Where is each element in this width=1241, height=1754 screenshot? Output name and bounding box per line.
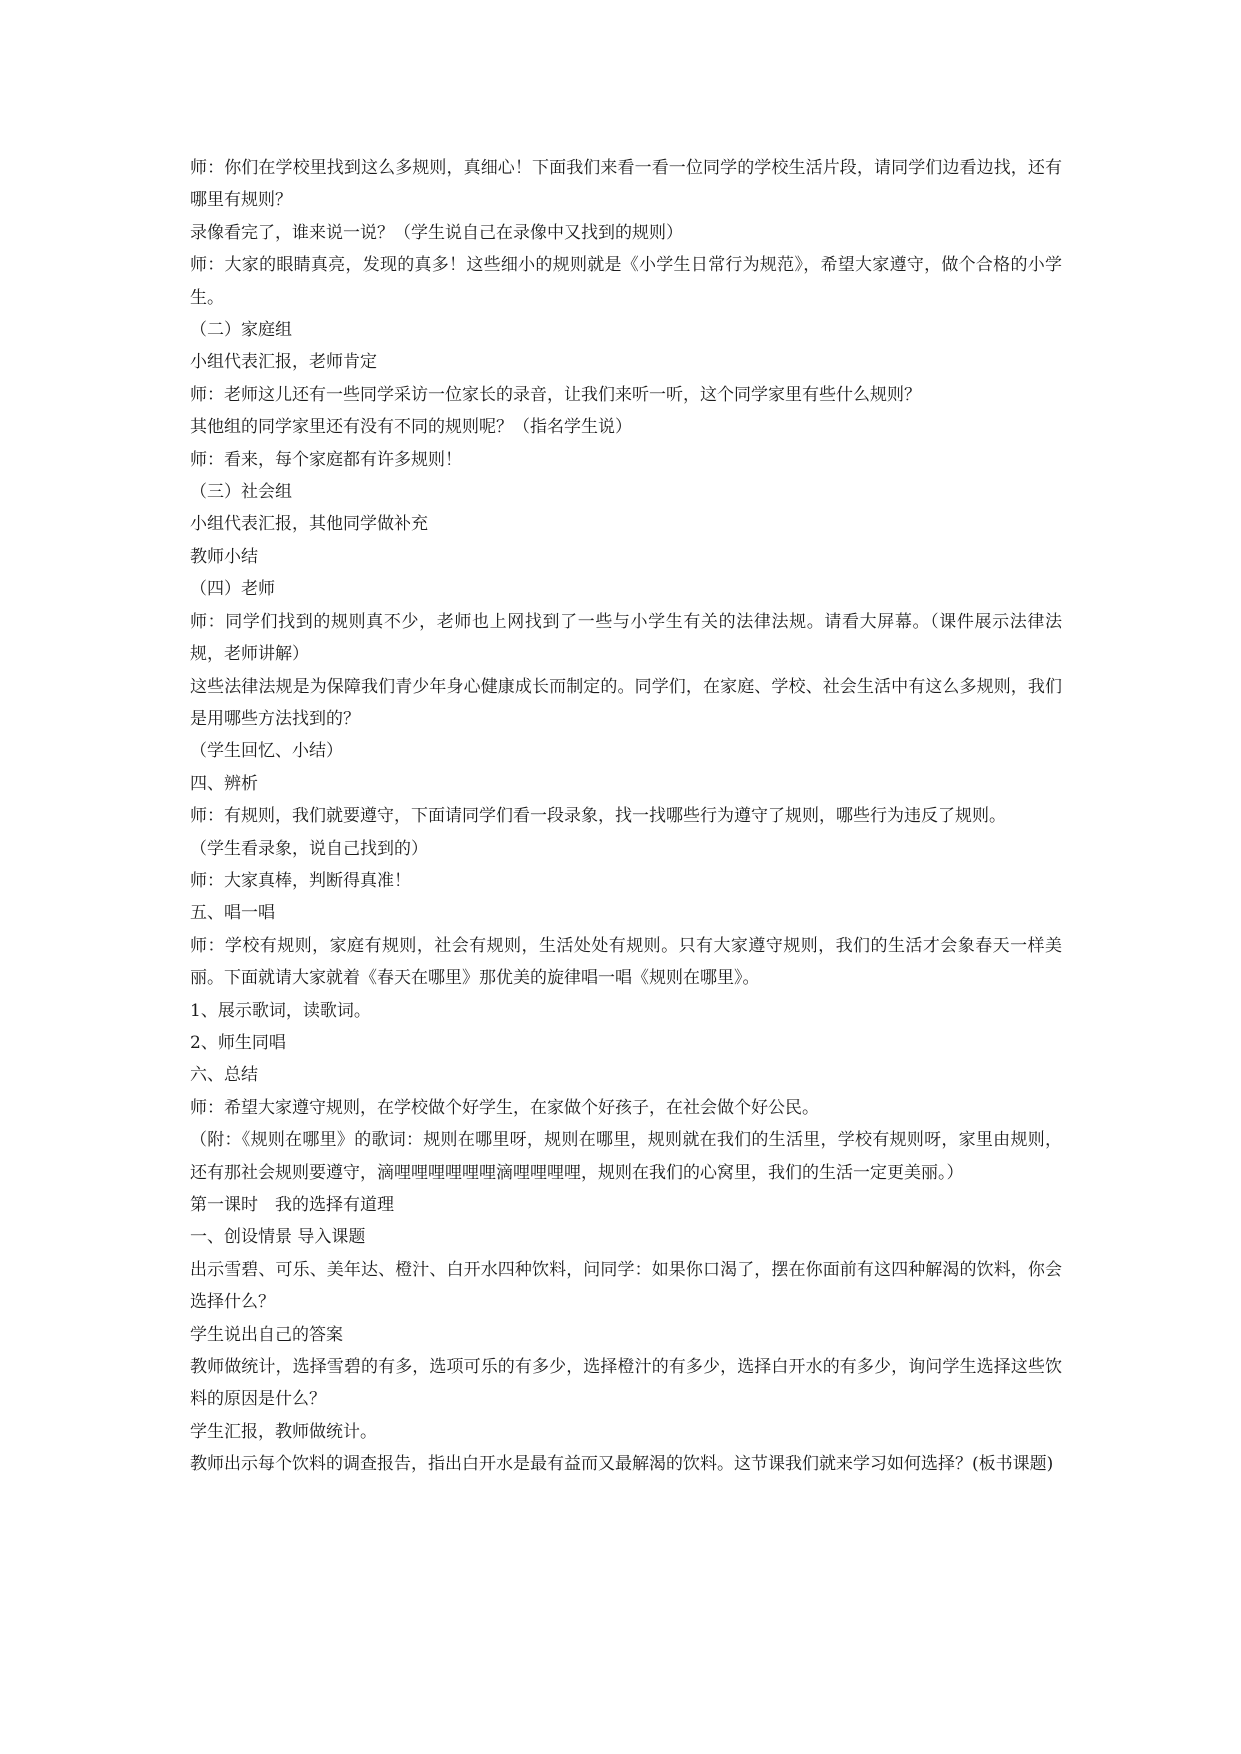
section-heading: （二）家庭组 [190, 320, 292, 341]
paragraph: 学生汇报，教师做统计。 [190, 1421, 377, 1442]
list-item: 1、展示歌词，读歌词。 [190, 1000, 371, 1021]
paragraph: 出示雪碧、可乐、美年达、橙汁、白开水四种饮料，问同学：如果你口渴了，摆在你面前有这四种解渴的饮料，你会选择什么？ [190, 1259, 1062, 1313]
paragraph: 学生说出自己的答案 [190, 1324, 343, 1345]
section-heading: 一、创设情景 导入课题 [190, 1227, 366, 1248]
section-heading: 六、总结 [190, 1065, 258, 1086]
paragraph: 小组代表汇报，其他同学做补充 [190, 514, 428, 535]
paragraph: 小组代表汇报，老师肯定 [190, 352, 377, 373]
paragraph: 师：大家真棒，判断得真准！ [190, 870, 411, 891]
paragraph: 这些法律法规是为保障我们青少年身心健康成长而制定的。同学们，在家庭、学校、社会生活中有这么多规则，我们是用哪些方法找到的？ [190, 676, 1062, 729]
paragraph: 教师出示每个饮料的调查报告，指出白开水是最有益而又最解渴的饮料。这节课我们就来学习如何选择？(板书课题) [190, 1454, 1054, 1475]
section-heading: （四）老师 [190, 579, 275, 600]
section-heading: 四、辨析 [190, 773, 258, 794]
paragraph: 师：大家的眼睛真亮，发现的真多！这些细小的规则就是《小学生日常行为规范》，希望大家遵守，做个合格的小学生。 [190, 255, 1062, 308]
paragraph: 师：老师这儿还有一些同学采访一位家长的录音，让我们来听一听，这个同学家里有些什么规则？ [190, 384, 921, 405]
list-item: 2、师生同唱 [190, 1032, 286, 1053]
paragraph: 教师小结 [190, 546, 258, 567]
paragraph: （学生看录象，说自己找到的） [190, 838, 428, 859]
paragraph: 师：看来，每个家庭都有许多规则！ [190, 449, 462, 470]
lesson-title: 第一课时 我的选择有道理 [190, 1195, 394, 1215]
paragraph: 师：希望大家遵守规则，在学校做个好学生，在家做个好孩子，在社会做个好公民。 [190, 1097, 819, 1118]
paragraph: 录像看完了，谁来说一说？（学生说自己在录像中又找到的规则） [190, 222, 683, 243]
paragraph: （学生回忆、小结） [190, 741, 343, 762]
paragraph: 师：你们在学校里找到这么多规则，真细心！下面我们来看一看一位同学的学校生活片段，请同学们边看边找，还有哪里有规则？ [190, 158, 1062, 211]
section-heading: 五、唱一唱 [190, 903, 275, 924]
paragraph: 师：有规则，我们就要遵守，下面请同学们看一段录象，找一找哪些行为遵守了规则，哪些行为违反了规则。 [190, 806, 1006, 827]
section-heading: （三）社会组 [190, 482, 292, 503]
paragraph: 师：同学们找到的规则真不少，老师也上网找到了一些与小学生有关的法律法规。请看大屏幕。（课件展示法律法规，老师讲解） [190, 611, 1062, 665]
paragraph: （附：《规则在哪里》的歌词：规则在哪里呀，规则在哪里，规则就在我们的生活里，学校有规则呀，家里由规则，还有那社会规则要遵守，滴哩哩哩哩哩哩滴哩哩哩哩，规则在我们的心窝里，我们的生活一定更美丽。） [190, 1130, 1062, 1183]
paragraph: 其他组的同学家里还有没有不同的规则呢？（指名学生说） [190, 417, 632, 438]
paragraph: 师：学校有规则，家庭有规则，社会有规则，生活处处有规则。只有大家遵守规则，我们的生活才会象春天一样美丽。下面就请大家就着《春天在哪里》那优美的旋律唱一唱《规则在哪里》。 [190, 935, 1062, 989]
paragraph: 教师做统计，选择雪碧的有多，选项可乐的有多少，选择橙汁的有多少，选择白开水的有多少，询问学生选择这些饮料的原因是什么？ [190, 1357, 1062, 1410]
document-body [190, 152, 1062, 1481]
